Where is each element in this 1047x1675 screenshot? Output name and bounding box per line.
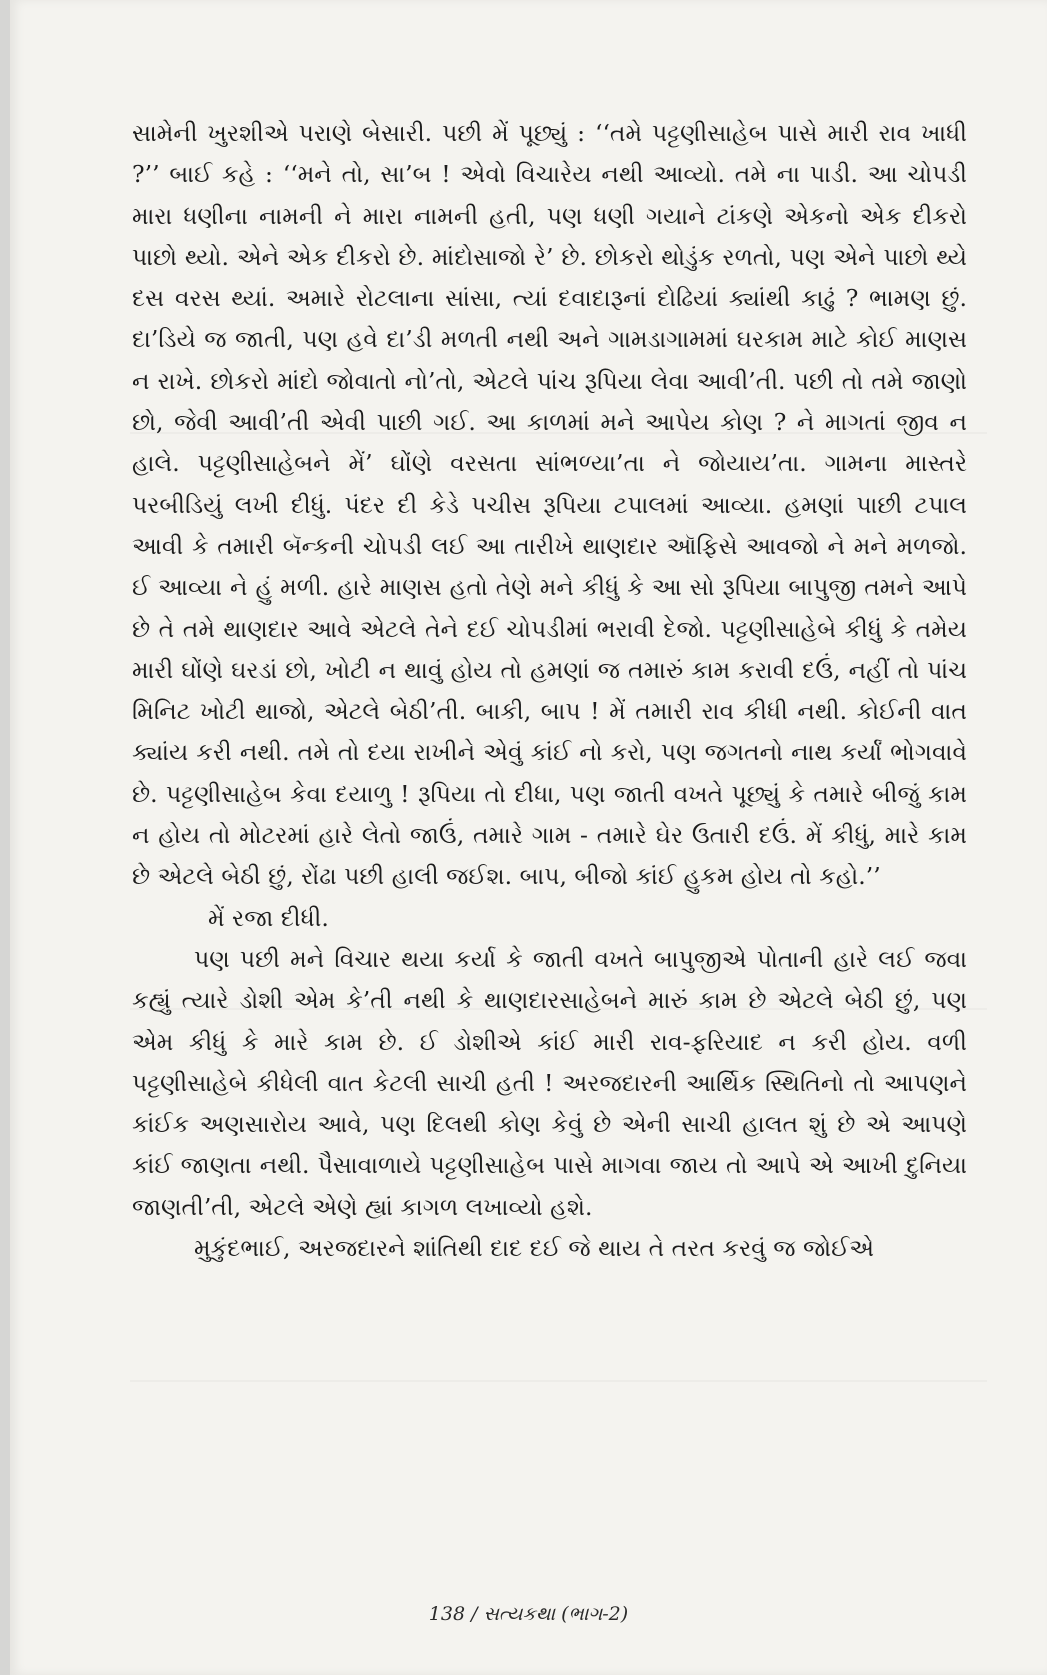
bleed-through-line (130, 1380, 987, 1382)
paragraph: સામેની ખુરશીએ પરાણે બેસારી. પછી મેં પૂછ્યું : ‘‘તમે પટ્ટણીસાહેબ પાસે મારી રાવ ખાધી ?’’ બાઈ કહે : ‘‘મને તો, સા’બ ! એવો વિચારેય નથી આવ્યો. તમે ના પાડી. આ ચોપડી મારા ધણીના નામની ને મારા નામની હતી, પણ ધણી ગયાને ટાંકણે એકનો એક દીકરો પાછો થ્યો. એને એક દીકરો છે. માંદોસાજો રે’ છે. છોકરો થોડુંક રળતો, પણ એને પાછો થ્યે દસ વરસ થ્યાં. અમારે રોટલાના સાંસા, ત્યાં દવાદારૂનાં દોઢિયાં ક્યાંથી કાઢું ? ભામણ છું. દા’ડિયે જ જાતી, પણ હવે દા’ડી મળતી નથી અને ગામડાગામમાં ઘરકામ માટે કોઈ માણસ ન રાખે. છોકરો માંદો જોવાતો નો’તો, એટલે પાંચ રૂપિયા લેવા આવી’તી. પછી તો તમે જાણો છો, જેવી આવી’તી એવી પાછી ગઈ. આ કાળમાં મને આપેય કોણ ? ને માગતાં જીવ ન હાલે. પટ્ટણીસાહેબને મેં’ ઘોંણે વરસતા સાંભળ્યા’તા ને જોયાય’તા. ગામના માસ્તરે પરબીડિયું લખી દીધું. પંદર દી કેડે પચીસ રૂપિયા ટપાલમાં આવ્યા. હમણાં પાછી ટપાલ આવી કે તમારી બૅન્કની ચોપડી લઈ આ તારીખે થાણદાર ઑફિસે આવજો ને મને મળજો. ઈ આવ્યા ને હું મળી. હારે માણસ હતો તેણે મને કીધું કે આ સો રૂપિયા બાપુજી તમને આપે છે તે તમે થાણદાર આવે એટલે તેને દઈ ચોપડીમાં ભરાવી દેજો. પટ્ટણીસાહેબે કીધું કે તમેય મારી ઘોંણે ઘરડાં છો, ખોટી ન થાવું હોય તો હમણાં જ તમારું કામ કરાવી દઉં, નહીં તો પાંચ મિનિટ ખોટી થાજો, એટલે બેઠી’તી. બાકી, બાપ ! મેં તમારી રાવ કીધી નથી. કોઈની વાત ક્યાંય કરી નથી. તમે તો દયા રાખીને એવું કાંઈ નો કરો, પણ જગતનો નાથ કર્યાં ભોગવાવે છે. પટ્ટણીસાહેબ કેવા દયાળુ ! રૂપિયા તો દીધા, પણ જાતી વખતે પૂછ્યું કે તમારે બીજું કામ ન હોય તો મોટરમાં હારે લેતો જાઉં, તમારે ગામ - તમારે ઘેર ઉતારી દઉં. મેં કીધું, મારે કામ છે એટલે બેઠી છું, રોંઢા પછી હાલી જઈશ. બાપ, બીજો કાંઈ હુકમ હોય તો કહો.’’ (132, 119, 967, 891)
page-footer: 138 / સત્યકથા (ભાગ-2) (428, 1603, 629, 1625)
paragraph: પણ પછી મને વિચાર થયા કર્યા કે જાતી વખતે બાપુજીએ પોતાની હારે લઈ જવા કહ્યું ત્યારે ડોશી એમ કે’તી નથી કે થાણદારસાહેબને મારું કામ છે એટલે બેઠી છું, પણ એમ કીધું કે મારે કામ છે. ઈ ડોશીએ કાંઈ મારી રાવ-ફરિયાદ ન કરી હોય. વળી પટ્ટણીસાહેબે કીધેલી વાત કેટલી સાચી હતી ! અરજદારની આર્થિક સ્થિતિનો તો આપણને કાંઈક અણસારોય આવે, પણ દિલથી કોણ કેવું છે એની સાચી હાલત શું છે એ આપણે કાંઈ જાણતા નથી. પૈસાવાળાયે પટ્ટણીસાહેબ પાસે માગવા જાય તો આપે એ આખી દુનિયા જાણતી’તી, એટલે એણે હ્યાં કાગળ લખાવ્યો હશે. (132, 944, 967, 1221)
paragraph: મુકુંદભાઈ, અરજદારને શાંતિથી દાદ દઈ જે થાય તે તરત કરવું જ જોઈએ (194, 1234, 875, 1263)
body-text (132, 113, 967, 1269)
paragraph: મેં રજા દીધી. (208, 903, 329, 932)
